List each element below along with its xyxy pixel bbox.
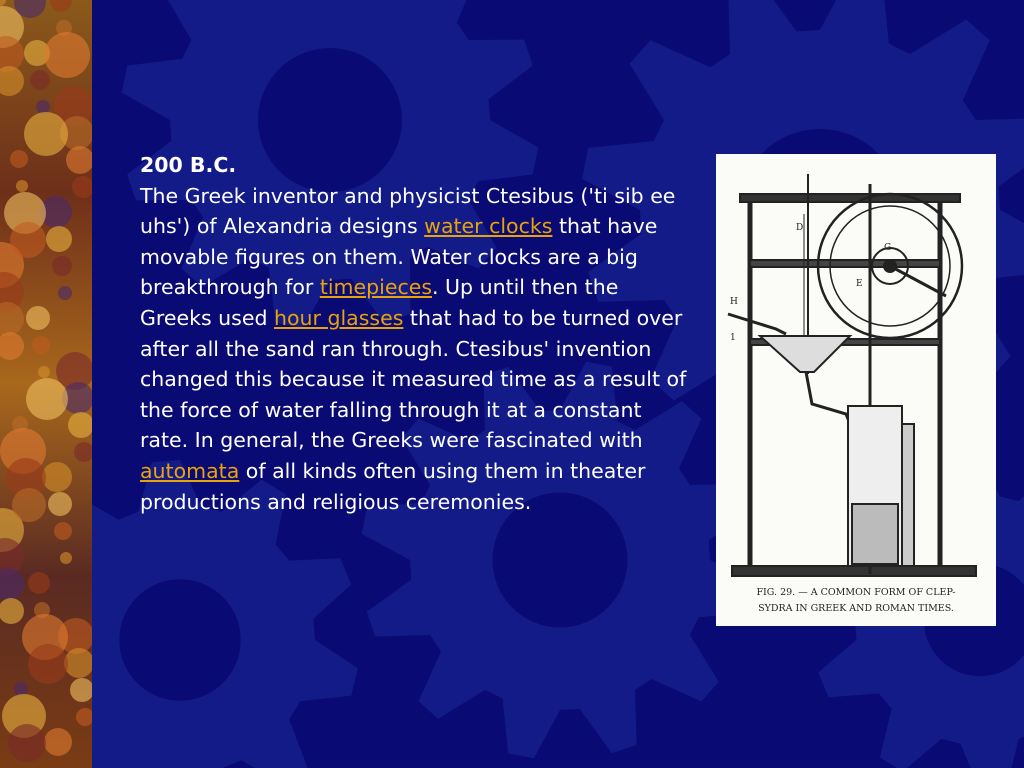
label-d: D [796, 223, 804, 233]
link-timepieces[interactable]: timepieces [319, 275, 433, 300]
clepsydra-illustration [716, 154, 996, 626]
clepsydra-drawing [716, 154, 996, 626]
slide-text-block [140, 150, 695, 517]
label-h: H [730, 297, 738, 307]
label-e: E [856, 279, 863, 289]
link-automata[interactable]: automata [140, 458, 240, 483]
body-text-segment: of all kinds often using them in theater productions and religious ceremonies. [140, 458, 646, 514]
label-g: G [884, 243, 892, 253]
label-one: 1 [730, 333, 736, 343]
body-text-segment: that have movable figures on them. Water clocks are a big breakthrough for [140, 214, 658, 300]
body-text-segment: . Up until then the Greeks used [140, 275, 619, 330]
link-hour-glasses[interactable]: hour glasses [273, 305, 404, 330]
slide-heading: 200 B.C. [140, 153, 237, 177]
figure-caption-line1: FIG. 29. — A COMMON FORM OF CLEP- [756, 587, 956, 598]
decorative-gear-strip [0, 0, 92, 768]
body-text-segment: The Greek inventor and physicist Ctesibus ('ti sib ee uhs') of Alexandria designs [140, 183, 676, 239]
body-text-segment: that had to be turned over after all the sand ran through. Ctesibus' invention changed this because it measured time as a result of the force of water falling through it at a constant rate. In general, the Greeks were fascinated with [140, 305, 687, 453]
figure-caption-line2: SYDRA IN GREEK AND ROMAN TIMES. [758, 603, 954, 614]
link-water-clocks[interactable]: water clocks [424, 214, 553, 239]
slide-body-paragraph [140, 184, 686, 514]
